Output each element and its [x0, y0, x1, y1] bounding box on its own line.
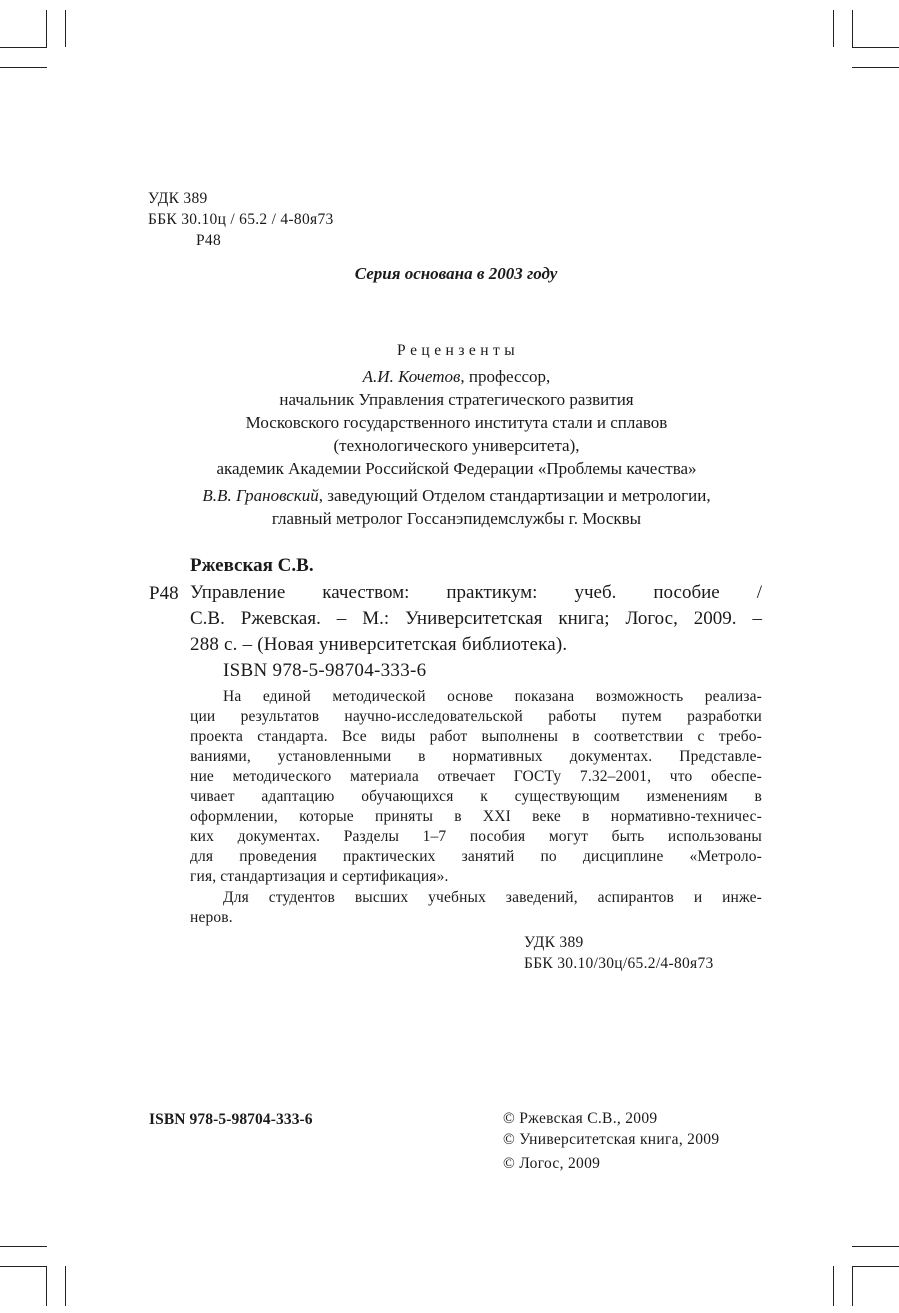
annotation-line: оформлении, которые приняты в XXI веке в нормативно-техничес-	[190, 808, 762, 825]
bbk-code: ББК 30.10ц / 65.2 / 4-80я73	[148, 211, 334, 228]
annotation-line: гия, стандартизация и сертификация».	[190, 868, 449, 885]
annotation-line: Для студентов высших учебных заведений, аспирантов и инже-	[223, 889, 762, 906]
crop-mark-bl-v2	[65, 1266, 66, 1306]
crop-mark-tr-h	[852, 47, 899, 48]
annotation-line: ние методического материала отвечает ГОСТу 7.32–2001, что обеспе-	[190, 768, 762, 785]
reviewer1-line3: Московского государственного института стали и сплавов	[245, 413, 668, 432]
annotation-line: ких документах. Разделы 1–7 пособия могут быть использованы	[190, 828, 762, 845]
reviewer1-line1	[7, 367, 899, 387]
reviewer2-name: В.В. Грановский	[202, 486, 319, 505]
reviewer1-name: А.И. Кочетов	[362, 367, 461, 386]
annotation-line: проекта стандарта. Все виды работ выполнены в соответствии с требо-	[190, 728, 762, 745]
crop-mark-tl-v2	[65, 10, 66, 47]
reviewer2-title: , заведующий Отделом стандартизации и метрологии,	[318, 486, 711, 505]
annotation-line: ваниями, установленными в нормативных документах. Представле-	[190, 748, 762, 765]
crop-mark-tr-v1	[833, 10, 834, 47]
crop-mark-br-v1	[833, 1266, 834, 1306]
annotation-line: На единой методической основе показана возможность реализа-	[223, 688, 762, 705]
annotation-line: чивает адаптацию обучающихся к существующим изменениям в	[190, 788, 762, 805]
crop-mark-br-h2	[852, 1266, 899, 1267]
crop-mark-br-h	[852, 1246, 899, 1247]
author-sign: Р48	[196, 232, 222, 249]
entry-sign: Р48	[149, 583, 179, 604]
copyright-author: © Ржевская С.В., 2009	[503, 1110, 658, 1127]
entry-line2: С.В. Ржевская. – М.: Университетская книга; Логос, 2009. –	[190, 608, 762, 629]
entry-line3: 288 с. – (Новая университетская библиотека).	[190, 634, 568, 655]
crop-mark-tr-v2	[852, 10, 853, 47]
reviewer1-line5: академик Академии Российской Федерации «Проблемы качества»	[216, 459, 697, 478]
reviewer2-line2: главный метролог Госсанэпидемслужбы г. Москвы	[271, 509, 642, 528]
entry-line1: Управление качеством: практикум: учеб. пособие /	[190, 582, 762, 603]
reviewer1-line4: (технологического университета),	[333, 436, 580, 455]
crop-mark-bl-h	[0, 1246, 47, 1247]
crop-mark-tr-h2	[852, 67, 899, 68]
reviewers-heading: Р е ц е н з е н т ы	[396, 342, 516, 359]
crop-mark-tl-v1	[46, 10, 47, 47]
copyright-logos: © Логос, 2009	[503, 1155, 601, 1172]
crop-mark-bl-h2	[0, 1266, 47, 1267]
udk-code: УДК 389	[148, 190, 208, 207]
annotation-line: ции результатов научно-исследовательской работы путем разработки	[190, 708, 762, 725]
annotation-line: неров.	[190, 909, 233, 926]
footer-isbn: ISBN 978-5-98704-333-6	[149, 1111, 313, 1128]
entry-author: Ржевская С.В.	[190, 555, 314, 576]
bottom-udk: УДК 389	[524, 934, 584, 951]
reviewer1-title: , профессор,	[460, 367, 551, 386]
entry-isbn: ISBN 978-5-98704-333-6	[223, 660, 427, 681]
annotation-line: для проведения практических занятий по дисциплине «Метроло-	[190, 848, 762, 865]
reviewer1-line2: начальник Управления стратегического развития	[279, 390, 634, 409]
series-note: Серия основана в 2003 году	[354, 264, 558, 283]
crop-mark-tl-h2	[0, 67, 47, 68]
copyright-publisher: © Университетская книга, 2009	[503, 1131, 720, 1148]
bottom-bbk: ББК 30.10/30ц/65.2/4-80я73	[524, 955, 714, 972]
crop-mark-tl-h	[0, 47, 47, 48]
crop-mark-bl-v1	[46, 1266, 47, 1306]
crop-mark-br-v2	[852, 1266, 853, 1306]
reviewer2-line1	[7, 486, 899, 506]
